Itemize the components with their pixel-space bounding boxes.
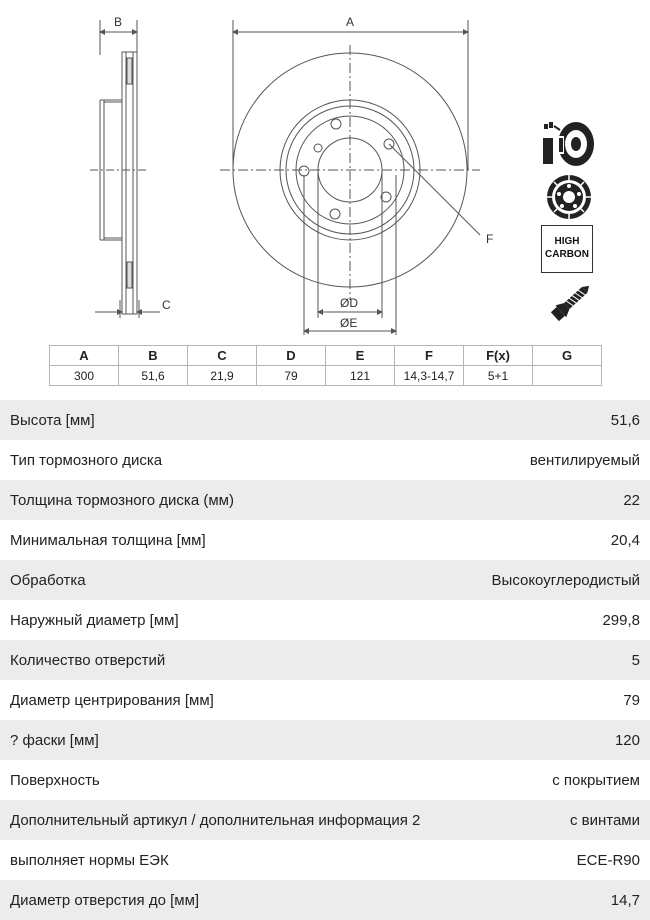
- dim-label-f: F: [486, 232, 494, 246]
- property-row-min-thickness: [0, 520, 650, 560]
- technical-drawing: [0, 0, 650, 340]
- property-row-surface: [0, 760, 650, 800]
- property-label: Поверхность: [10, 771, 100, 789]
- property-label: Диаметр отверстия до [мм]: [10, 891, 200, 909]
- property-value: 120: [614, 731, 640, 749]
- property-value: ECE-R90: [576, 851, 640, 869]
- dim-label-e: ØE: [340, 316, 358, 330]
- dim-header-c: C: [188, 346, 257, 366]
- high-carbon-line2: CARBON: [545, 249, 589, 260]
- dim-label-c: C: [162, 298, 171, 312]
- property-label: выполняет нормы ЕЭК: [10, 851, 169, 869]
- dim-label-a: A: [346, 15, 355, 29]
- property-row-thickness: [0, 480, 650, 520]
- property-value: 5: [631, 651, 640, 669]
- dim-header-e: E: [326, 346, 395, 366]
- high-carbon-line1: HIGH: [554, 236, 580, 247]
- property-row-centering-diameter: [0, 680, 650, 720]
- dim-value-a: 300: [50, 366, 119, 386]
- property-row-chamfer: [0, 720, 650, 760]
- dim-value-fx: 5+1: [464, 366, 533, 386]
- property-label: Наружный диаметр [мм]: [10, 611, 179, 629]
- dimension-value-row: [50, 366, 602, 386]
- screw-icon: [540, 278, 598, 330]
- dim-value-d: 79: [257, 366, 326, 386]
- dim-header-g: G: [533, 346, 602, 366]
- properties-list: [0, 400, 650, 920]
- property-label: Дополнительный артикул / дополнительная информация 2: [10, 811, 421, 829]
- dim-value-f: 14,3-14,7: [395, 366, 464, 386]
- property-label: Обработка: [10, 571, 86, 589]
- dim-header-f: F: [395, 346, 464, 366]
- property-row-height: [0, 400, 650, 440]
- property-value: 299,8: [602, 611, 640, 629]
- dim-header-fx: F(x): [464, 346, 533, 366]
- dim-header-a: A: [50, 346, 119, 366]
- property-label: ? фаски [мм]: [10, 731, 99, 749]
- property-value: 20,4: [610, 531, 640, 549]
- high-carbon-badge: [541, 225, 593, 273]
- dim-value-g: [533, 366, 602, 386]
- dimension-table: [49, 345, 602, 386]
- property-value: с винтами: [569, 811, 640, 829]
- property-label: Диаметр центрирования [мм]: [10, 691, 214, 709]
- property-row-disc-type: [0, 440, 650, 480]
- dim-value-c: 21,9: [188, 366, 257, 386]
- property-row-treatment: [0, 560, 650, 600]
- property-label: Количество отверстий: [10, 651, 166, 669]
- property-value: 51,6: [610, 411, 640, 429]
- side-view: [90, 20, 160, 318]
- dim-label-d: ØD: [340, 296, 358, 310]
- property-label: Толщина тормозного диска (мм): [10, 491, 234, 509]
- property-value: с покрытием: [552, 771, 640, 789]
- property-value: Высокоуглеродистый: [491, 571, 640, 589]
- dimension-header-row: [50, 346, 602, 366]
- brake-disc-with-hub-icon: [540, 118, 598, 168]
- dim-label-b: B: [114, 15, 123, 29]
- property-label: Высота [мм]: [10, 411, 95, 429]
- property-value: вентилируемый: [529, 451, 640, 469]
- dim-value-b: 51,6: [119, 366, 188, 386]
- ventilated-disc-icon: [544, 172, 594, 222]
- property-row-hole-count: [0, 640, 650, 680]
- property-value: 22: [623, 491, 640, 509]
- property-label: Минимальная толщина [мм]: [10, 531, 206, 549]
- property-row-ece-norm: [0, 840, 650, 880]
- dim-header-b: B: [119, 346, 188, 366]
- property-value: 79: [623, 691, 640, 709]
- dim-header-d: D: [257, 346, 326, 366]
- property-row-additional-info: [0, 800, 650, 840]
- property-row-hole-diameter: [0, 880, 650, 920]
- property-label: Тип тормозного диска: [10, 451, 163, 469]
- property-value: 14,7: [610, 891, 640, 909]
- property-row-outer-diameter: [0, 600, 650, 640]
- dim-value-e: 121: [326, 366, 395, 386]
- front-view: [220, 20, 480, 335]
